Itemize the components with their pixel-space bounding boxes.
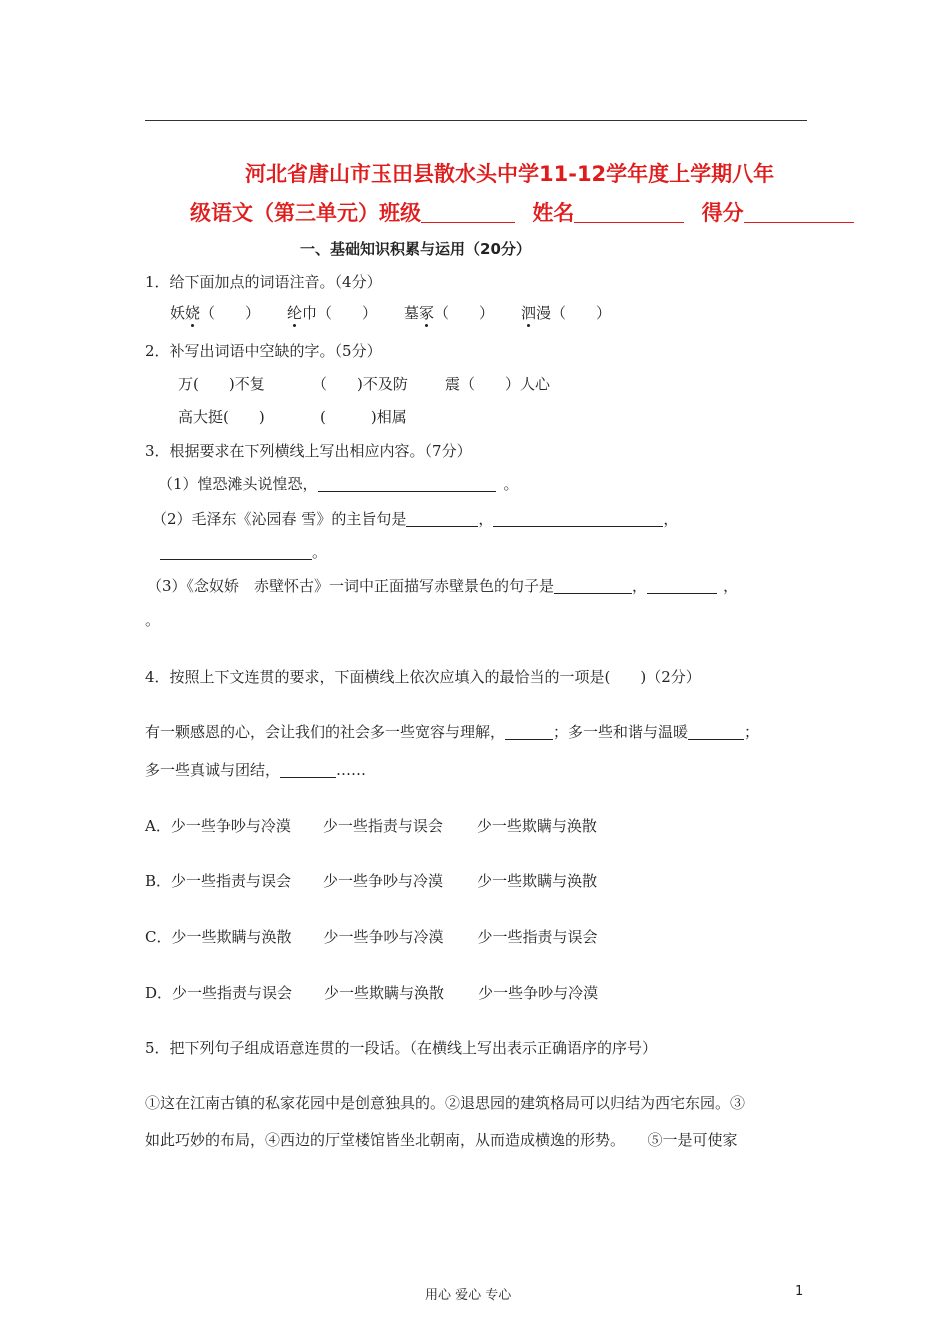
q5-stem: 5．把下列句子组成语意连贯的一段话。（在横线上写出表示正确语序的序号） — [145, 1039, 658, 1057]
q5-line2: 如此巧妙的布局，④西边的厅堂楼馆皆坐北朝南，从而造成横逸的形势。 ⑤一是可使家 — [145, 1131, 738, 1149]
page-number: 1 — [795, 1284, 804, 1299]
dotted-char: 纶 — [287, 304, 303, 322]
footer-text: 用心 爱心 专心 — [425, 1288, 512, 1303]
section-heading: 一、基础知识积累与运用（20分） — [300, 240, 531, 258]
q1-item-1: 妖娆（ ） — [170, 304, 261, 322]
answer-blank[interactable] — [160, 543, 312, 560]
q1-stem: 1．给下面加点的词语注音。（4分） — [145, 273, 382, 291]
q4-option-b[interactable]: B．少一些指责与误会 少一些争吵与冷漠 少一些欺瞒与涣散 — [145, 872, 598, 890]
answer-blank[interactable] — [406, 510, 478, 527]
answer-paren[interactable]: （ ） — [434, 304, 495, 322]
name-label: 姓名 — [532, 201, 575, 225]
title-class-label: 级语文（第三单元）班级 — [190, 201, 421, 225]
q3-part3-end: 。 — [145, 611, 161, 629]
q1-item-2: 纶巾（ ） — [287, 304, 378, 322]
q4-option-d[interactable]: D．少一些指责与误会 少一些欺瞒与涣散 少一些争吵与冷漠 — [145, 984, 599, 1002]
q3-stem: 3．根据要求在下列横线上写出相应内容。（7分） — [145, 442, 472, 460]
q2-word[interactable]: （ )不及防 — [312, 375, 408, 393]
q3-part3: （3）《念奴娇 赤壁怀古》一词中正面描写赤壁景色的句子是 ， ， — [147, 577, 739, 595]
answer-paren[interactable]: （ ） — [200, 304, 261, 322]
answer-blank[interactable] — [647, 577, 717, 594]
answer-blank[interactable] — [688, 723, 744, 740]
q3-part1: （1）惶恐滩头说惶恐， 。 — [158, 475, 519, 493]
dotted-char: 冢 — [419, 304, 435, 322]
answer-blank[interactable] — [493, 510, 663, 527]
dotted-char: 泗 — [521, 304, 537, 322]
q4-option-c[interactable]: C．少一些欺瞒与涣散 少一些争吵与冷漠 少一些指责与误会 — [145, 928, 598, 946]
doc-title-line1: 河北省唐山市玉田县散水头中学11-12学年度上学期八年 — [245, 162, 775, 186]
q2-word[interactable]: ( )相属 — [320, 408, 407, 426]
q4-option-a[interactable]: A．少一些争吵与冷漠 少一些指责与误会 少一些欺瞒与涣散 — [145, 817, 597, 835]
answer-blank[interactable] — [318, 475, 496, 492]
q1-item-3: 墓冢（ ） — [404, 304, 495, 322]
q2-word[interactable]: 万( )不复 — [178, 375, 265, 393]
answer-blank[interactable] — [280, 761, 336, 778]
answer-blank[interactable] — [554, 577, 632, 594]
score-blank[interactable] — [744, 204, 854, 223]
q3-part2-cont: 。 — [160, 541, 327, 562]
q2-word[interactable]: 高大挺( ) — [178, 408, 265, 426]
q3-part2: （2）毛泽东《沁园春 雪》的主旨句是 ， ， — [152, 510, 679, 528]
score-label: 得分 — [701, 201, 744, 225]
header-rule — [145, 120, 807, 121]
answer-paren[interactable]: （ ） — [551, 304, 612, 322]
answer-blank[interactable] — [505, 723, 553, 740]
name-blank[interactable] — [574, 204, 684, 223]
doc-title-line2 — [190, 197, 854, 227]
q2-word[interactable]: 震（ ）人心 — [445, 375, 551, 393]
q5-line1: ①这在江南古镇的私家花园中是创意独具的。②退思园的建筑格局可以归结为西宅东园。③ — [145, 1094, 746, 1112]
dotted-char: 娆 — [185, 304, 201, 322]
q4-stem: 4．按照上下文连贯的要求，下面横线上依次应填入的最恰当的一项是( )（2分） — [145, 668, 701, 686]
answer-paren[interactable]: （ ） — [317, 304, 378, 322]
q1-item-4: 泗漫（ ） — [521, 304, 612, 322]
q4-passage-line2: 多一些真诚与团结， …… — [145, 761, 367, 779]
class-blank[interactable] — [421, 204, 515, 223]
q4-passage-line1: 有一颗感恩的心，会让我们的社会多一些宽容与理解， ；多一些和谐与温暖 ； — [145, 723, 760, 741]
q2-stem: 2．补写出词语中空缺的字。（5分） — [145, 342, 382, 360]
